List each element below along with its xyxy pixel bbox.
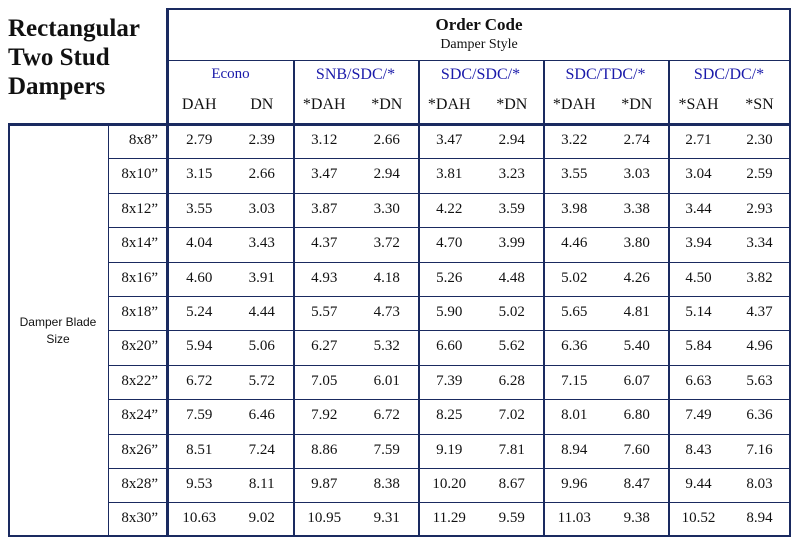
group-header-1: SNB/SDC/* [315, 66, 396, 83]
table-cell-6-8: 5.84 [685, 338, 712, 355]
table-cell-8-7: 6.80 [623, 407, 650, 424]
column-header-3-0: *DAH [552, 96, 596, 113]
table-cell-0-5: 2.94 [498, 132, 525, 148]
table-cell-5-1: 4.44 [248, 304, 275, 320]
table-cell-3-1: 3.43 [248, 235, 275, 252]
rule-row-9 [108, 434, 790, 435]
table-cell-10-6: 9.96 [561, 476, 588, 492]
table-cell-10-1: 8.11 [248, 476, 275, 492]
row-size-2: 8x12” [121, 200, 158, 217]
table-cell-4-0: 4.60 [186, 269, 213, 286]
table-cell-11-7: 9.38 [623, 510, 650, 527]
damper-blade-size-label [8, 314, 108, 348]
table-cell-2-1: 3.03 [248, 200, 275, 217]
table-cell-0-9: 2.30 [746, 132, 773, 148]
table-cell-11-5: 9.59 [498, 510, 525, 527]
table-cell-10-2: 9.87 [311, 476, 338, 492]
row-size-5: 8x18” [121, 304, 158, 320]
table-cell-4-8: 4.50 [685, 269, 712, 286]
table-cell-8-8: 7.49 [685, 407, 712, 424]
table-cell-5-2: 5.57 [311, 304, 338, 320]
row-size-10: 8x28” [121, 476, 158, 492]
table-cell-9-9: 7.16 [746, 441, 773, 458]
rule-row-6 [108, 330, 790, 331]
table-cell-3-2: 4.37 [311, 235, 338, 252]
table-cell-6-3: 5.32 [373, 338, 400, 355]
row-size-8: 8x24” [121, 407, 158, 424]
table-cell-3-7: 3.80 [623, 235, 650, 252]
side-label-line-1: Damper Blade [19, 315, 97, 329]
table-cell-2-3: 3.30 [373, 200, 400, 217]
table-cell-8-1: 6.46 [248, 407, 275, 424]
column-header-3-1: *DN [621, 96, 653, 113]
table-cell-6-1: 5.06 [248, 338, 275, 355]
rule-header-top [168, 8, 790, 10]
table-cell-0-1: 2.39 [248, 132, 275, 148]
table-cell-7-9: 5.63 [746, 372, 773, 389]
column-header-4-0: *SAH [678, 96, 719, 113]
table-cell-5-4: 5.90 [436, 304, 463, 320]
damper-style-subheading: Damper Style [440, 37, 518, 52]
table-cell-8-2: 7.92 [311, 407, 338, 424]
table-cell-5-8: 5.14 [685, 304, 712, 320]
table-cell-1-9: 2.59 [746, 166, 773, 183]
group-header-0: Econo [211, 66, 250, 82]
table-cell-11-0: 10.63 [182, 510, 217, 527]
table-cell-9-7: 7.60 [623, 441, 650, 458]
rule-row-4 [108, 262, 790, 263]
table-cell-6-9: 4.96 [746, 338, 773, 355]
table-cell-3-3: 3.72 [373, 235, 400, 252]
rule-row-8 [108, 399, 790, 400]
table-cell-8-6: 8.01 [561, 407, 588, 424]
table-cell-7-1: 5.72 [248, 372, 275, 389]
table-cell-2-6: 3.98 [561, 200, 588, 217]
table-cell-3-8: 3.94 [685, 235, 712, 252]
table-cell-1-6: 3.55 [561, 166, 588, 183]
table-cell-4-9: 3.82 [746, 269, 773, 286]
table-cell-2-8: 3.44 [685, 200, 712, 217]
table-cell-9-4: 9.19 [436, 441, 463, 458]
table-cell-10-8: 9.44 [685, 476, 712, 492]
table-cell-7-7: 6.07 [623, 372, 650, 389]
column-header-2-1: *DN [496, 96, 528, 113]
table-cell-7-8: 6.63 [685, 372, 712, 389]
table-cell-10-4: 10.20 [432, 476, 467, 492]
table-cell-1-8: 3.04 [685, 166, 712, 183]
table-cell-9-2: 8.86 [311, 441, 338, 458]
table-cell-8-5: 7.02 [498, 407, 525, 424]
group-header-2: SDC/SDC/* [440, 66, 521, 83]
table-cell-11-1: 9.02 [248, 510, 275, 527]
table-cell-0-6: 3.22 [561, 132, 588, 148]
table-cell-4-2: 4.93 [311, 269, 338, 286]
rule-row-3 [108, 227, 790, 228]
table-cell-10-5: 8.67 [498, 476, 525, 492]
table-cell-1-2: 3.47 [311, 166, 338, 183]
table-cell-7-5: 6.28 [498, 372, 525, 389]
table-cell-3-4: 4.70 [436, 235, 463, 252]
table-cell-5-5: 5.02 [498, 304, 525, 320]
table-cell-2-9: 2.93 [746, 200, 773, 217]
rule-row-11 [108, 502, 790, 503]
table-cell-5-9: 4.37 [746, 304, 773, 320]
table-cell-3-9: 3.34 [746, 235, 773, 252]
table-cell-10-9: 8.03 [746, 476, 773, 492]
table-cell-1-0: 3.15 [186, 166, 213, 183]
rule-row-10 [108, 468, 790, 469]
table-cell-10-3: 8.38 [373, 476, 400, 492]
table-cell-0-7: 2.74 [623, 132, 650, 148]
table-cell-4-5: 4.48 [498, 269, 525, 286]
row-size-6: 8x20” [121, 338, 158, 355]
row-size-0: 8x8” [128, 132, 158, 148]
row-size-11: 8x30” [121, 510, 158, 527]
table-cell-9-8: 8.43 [685, 441, 712, 458]
table-cell-8-4: 8.25 [436, 407, 463, 424]
table-cell-9-0: 8.51 [186, 441, 213, 458]
table-cell-7-4: 7.39 [436, 372, 463, 389]
column-header-1-0: *DAH [302, 96, 346, 113]
table-cell-9-5: 7.81 [498, 441, 525, 458]
table-cell-11-8: 10.52 [681, 510, 716, 527]
rule-row-5 [108, 296, 790, 297]
table-cell-9-1: 7.24 [248, 441, 275, 458]
table-title [8, 14, 168, 101]
table-cell-4-6: 5.02 [561, 269, 588, 286]
rule-header-split [168, 60, 790, 61]
table-cell-0-0: 2.79 [186, 132, 213, 148]
row-size-4: 8x16” [121, 269, 158, 286]
table-cell-5-6: 5.65 [561, 304, 588, 320]
rule-header-bottom [8, 123, 790, 126]
table-cell-5-3: 4.73 [373, 304, 400, 320]
rule-row-1 [108, 158, 790, 159]
table-cell-1-1: 2.66 [248, 166, 275, 183]
table-cell-7-2: 7.05 [311, 372, 338, 389]
table-cell-6-2: 6.27 [311, 338, 338, 355]
table-cell-0-4: 3.47 [436, 132, 463, 148]
table-cell-11-3: 9.31 [373, 510, 400, 527]
table-cell-3-0: 4.04 [186, 235, 213, 252]
table-cell-1-7: 3.03 [623, 166, 650, 183]
rule-row-2 [108, 193, 790, 194]
table-cell-0-8: 2.71 [685, 132, 712, 148]
table-cell-2-7: 3.38 [623, 200, 650, 217]
table-cell-8-3: 6.72 [373, 407, 400, 424]
table-cell-4-1: 3.91 [248, 269, 275, 286]
table-cell-11-9: 8.94 [746, 510, 773, 527]
column-header-0-0: DAH [181, 96, 217, 113]
table-cell-7-3: 6.01 [373, 372, 400, 389]
table-cell-11-4: 11.29 [432, 510, 466, 527]
table-cell-2-4: 4.22 [436, 200, 463, 217]
table-cell-10-0: 9.53 [186, 476, 213, 492]
table-cell-1-3: 2.94 [373, 166, 400, 183]
table-cell-8-9: 6.36 [746, 407, 773, 424]
table-cell-3-5: 3.99 [498, 235, 525, 252]
rule-row-7 [108, 365, 790, 366]
table-cell-6-5: 5.62 [498, 338, 525, 355]
table-cell-4-3: 4.18 [373, 269, 400, 286]
table-cell-6-0: 5.94 [186, 338, 213, 355]
table-cell-7-6: 7.15 [561, 372, 588, 389]
rule-left [8, 124, 10, 537]
table-cell-2-5: 3.59 [498, 200, 525, 217]
table-cell-8-0: 7.59 [186, 407, 213, 424]
table-cell-10-7: 8.47 [623, 476, 650, 492]
row-size-7: 8x22” [121, 372, 158, 389]
row-size-9: 8x26” [121, 441, 158, 458]
order-code-heading: Order Code [435, 15, 523, 34]
table-cell-6-7: 5.40 [623, 338, 650, 355]
table-cell-0-3: 2.66 [373, 132, 400, 148]
table-cell-1-4: 3.81 [436, 166, 463, 183]
row-size-3: 8x14” [121, 235, 158, 252]
table-cell-4-4: 5.26 [436, 269, 463, 286]
column-header-1-1: *DN [371, 96, 403, 113]
table-cell-11-6: 11.03 [557, 510, 591, 527]
table-cell-0-2: 3.12 [311, 132, 338, 148]
title-line-2: Two Stud [8, 44, 110, 71]
rule-bottom [8, 535, 790, 537]
table-cell-6-4: 6.60 [436, 338, 463, 355]
column-header-4-1: *SN [745, 96, 774, 113]
table-cell-5-7: 4.81 [623, 304, 650, 320]
group-header-3: SDC/TDC/* [565, 66, 646, 83]
table-cell-11-2: 10.95 [307, 510, 342, 527]
table-cell-5-0: 5.24 [186, 304, 213, 320]
table-cell-9-3: 7.59 [373, 441, 400, 458]
column-header-0-1: DN [250, 96, 274, 113]
title-line-3: Dampers [8, 73, 106, 100]
table-cell-2-2: 3.87 [311, 200, 338, 217]
row-size-1: 8x10” [121, 166, 158, 183]
table-cell-3-6: 4.46 [561, 235, 588, 252]
table-cell-6-6: 6.36 [561, 338, 588, 355]
title-line-1: Rectangular [8, 15, 140, 42]
table-cell-4-7: 4.26 [623, 269, 650, 286]
side-label-line-2: Size [46, 332, 70, 346]
group-header-4: SDC/DC/* [693, 66, 765, 83]
column-header-2-0: *DAH [427, 96, 471, 113]
table-cell-7-0: 6.72 [186, 372, 213, 389]
table-cell-1-5: 3.23 [498, 166, 525, 183]
table-cell-2-0: 3.55 [186, 200, 213, 217]
table-cell-9-6: 8.94 [561, 441, 588, 458]
